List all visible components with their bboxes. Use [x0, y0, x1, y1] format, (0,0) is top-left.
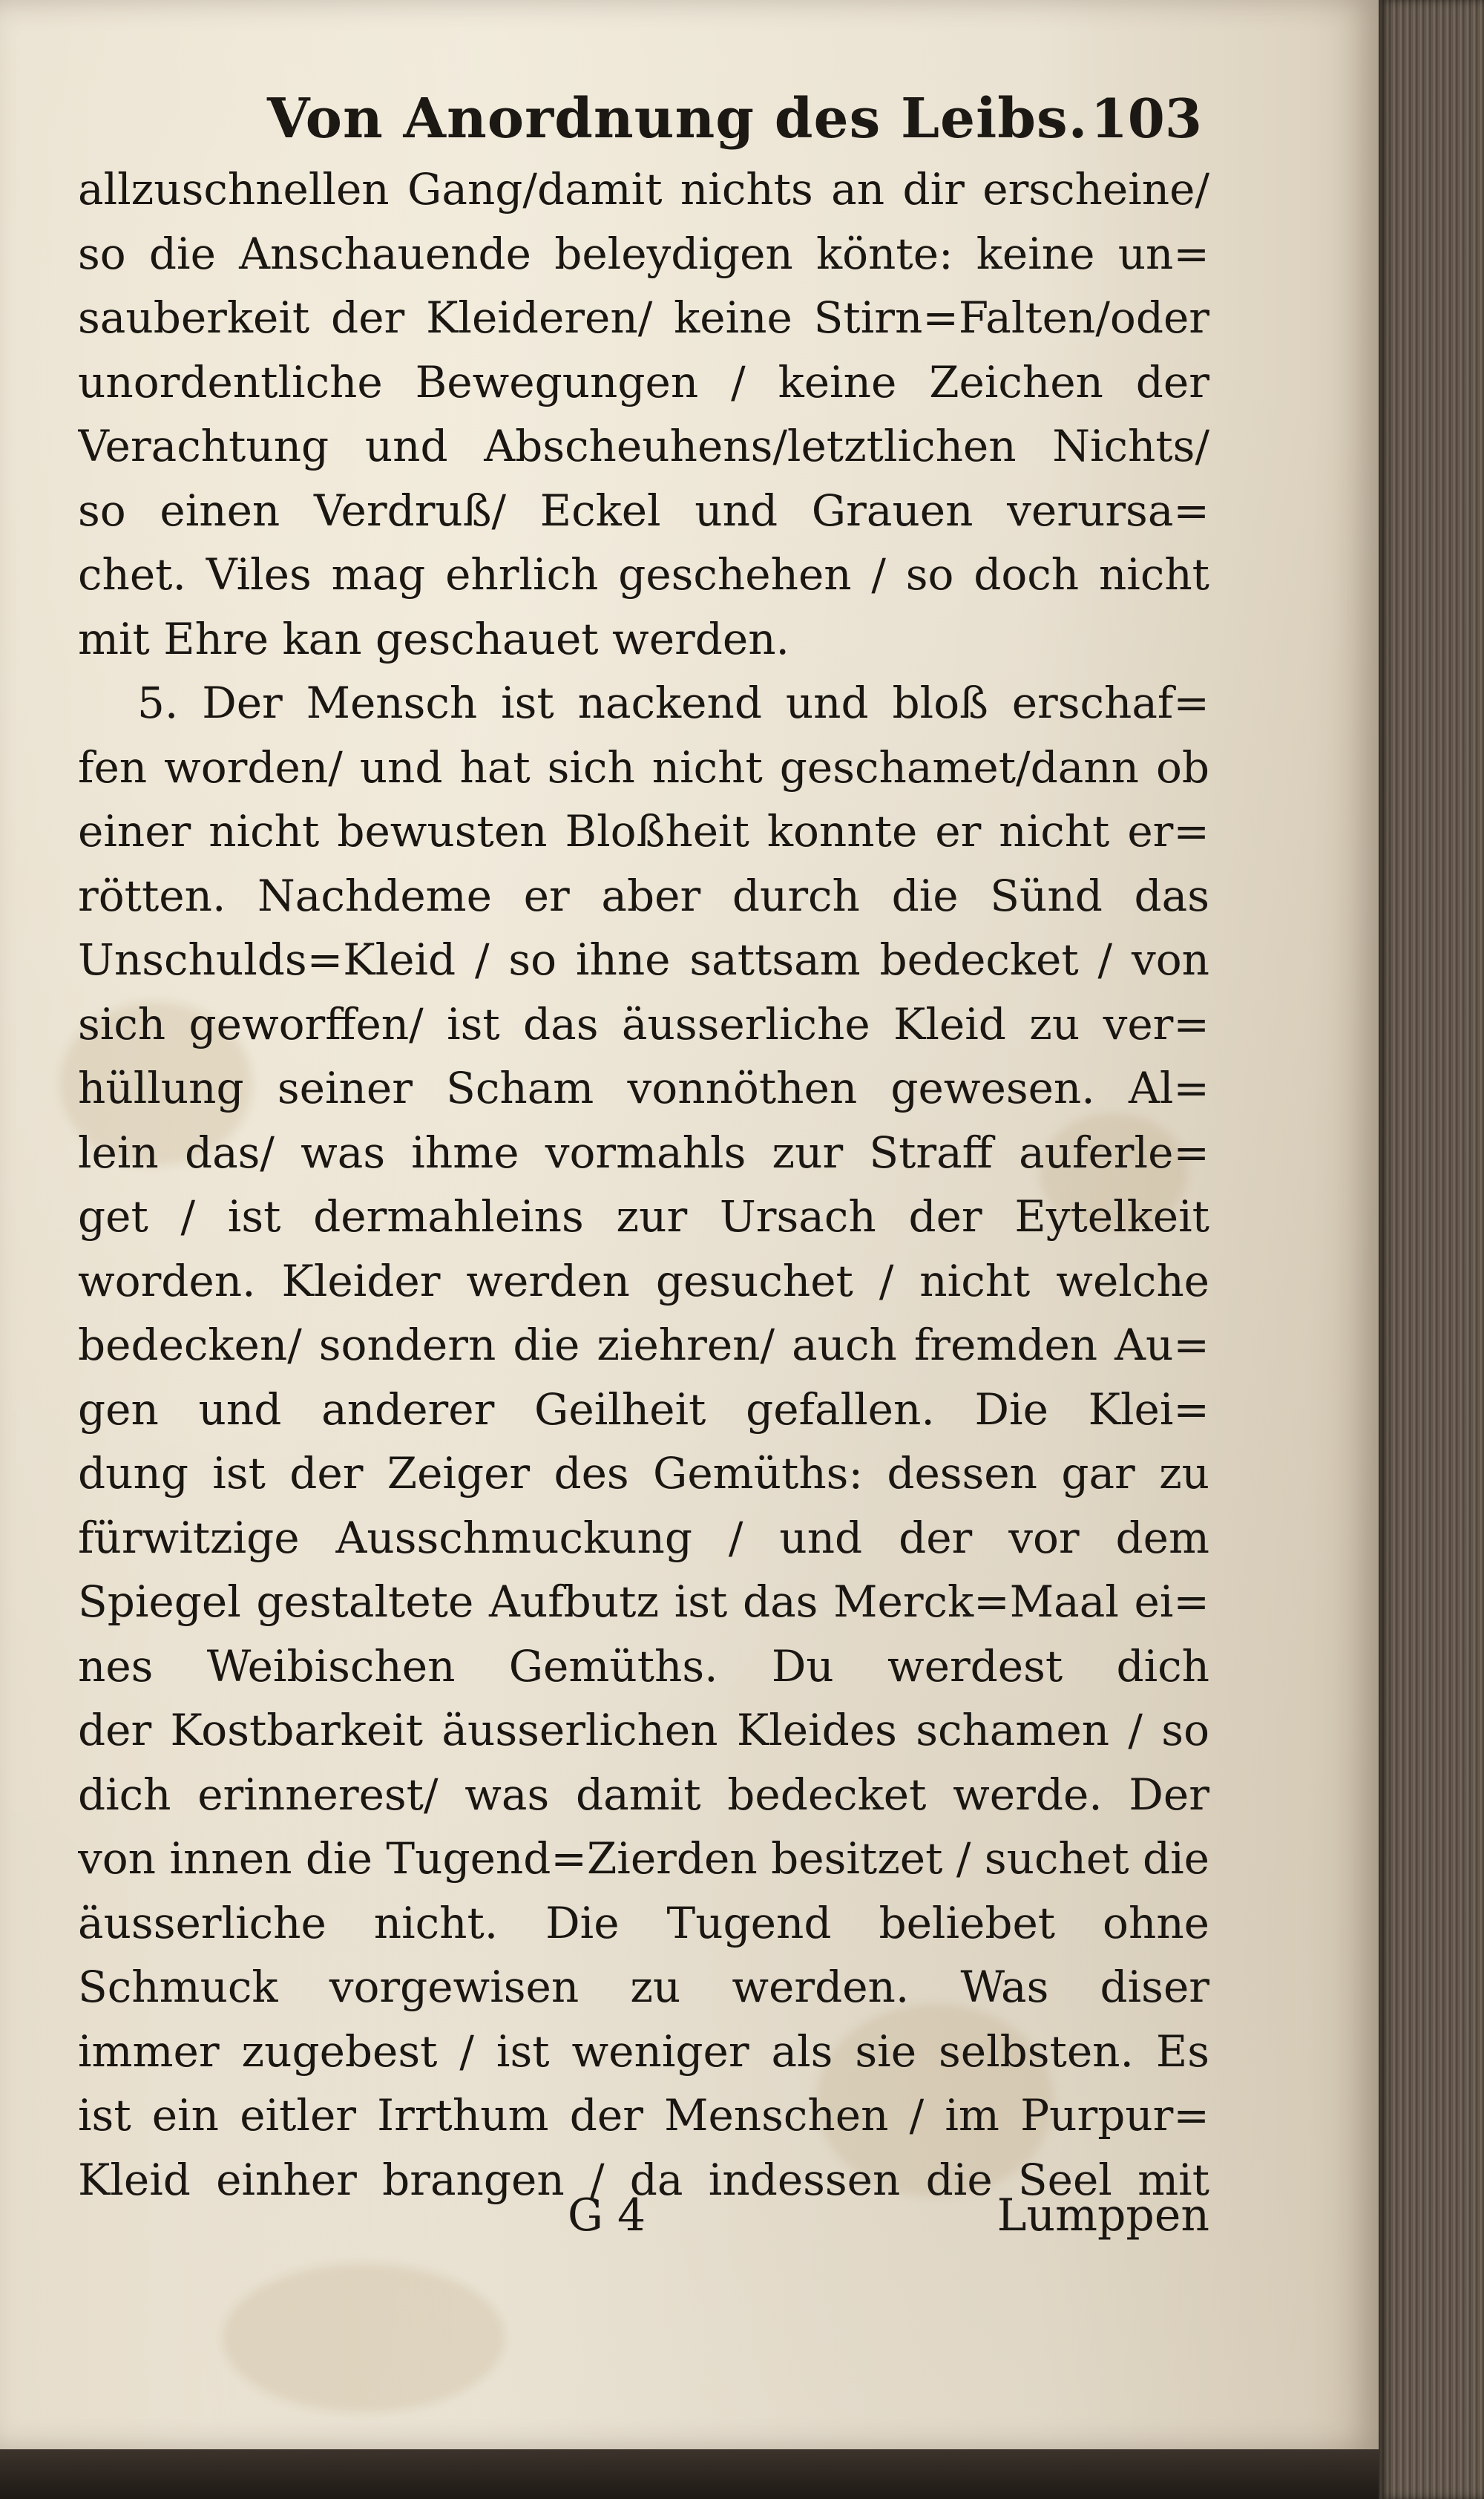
text-line: sich geworffen/ ist das äusserliche Kleid zu ver= — [78, 998, 1209, 1049]
text-line: fürwitzige Ausschmuckung / und der vor dem — [78, 1512, 1209, 1563]
text-line: Unschulds=Kleid / so ihne sattsam bedecket / von — [78, 934, 1209, 985]
text-line: chet. Viles mag ehrlich geschehen / so doch nicht — [78, 549, 1209, 600]
running-title: Von Anordnung des Leibs. — [267, 87, 1089, 151]
text-line: 5. Der Mensch ist nackend und bloß erschaf= — [137, 678, 1209, 728]
signature-mark: G 4 — [568, 2190, 646, 2241]
text-line: äusserliche nicht. Die Tugend beliebet ohne — [78, 1897, 1209, 1948]
text-line: Spiegel gestaltete Aufbutz ist das Merck=Maal ei= — [78, 1576, 1209, 1627]
page-header — [267, 82, 1202, 156]
text-line: lein das/ was ihme vormahls zur Straff auferle= — [78, 1127, 1209, 1178]
text-line: worden. Kleider werden gesuchet / nicht welche — [78, 1255, 1209, 1306]
text-line: so die Anschauende beleydigen könte: keine un= — [78, 228, 1209, 279]
text-line: bedecken/ sondern die ziehren/ auch fremden Au= — [78, 1320, 1209, 1370]
text-line: nes Weibischen Gemüths. Du werdest dich — [78, 1640, 1209, 1691]
text-line: so einen Verdruß/ Eckel und Grauen verursa= — [78, 485, 1209, 536]
text-line: unordentliche Bewegungen / keine Zeichen der — [78, 356, 1209, 407]
body-text — [78, 157, 1209, 2212]
text-line: gen und anderer Geilheit gefallen. Die Klei= — [78, 1383, 1209, 1435]
text-line: fen worden/ und hat sich nicht geschamet/dann ob — [78, 741, 1209, 793]
text-line: allzuschnellen Gang/damit nichts an dir erscheine/ — [78, 164, 1209, 214]
catchword: Lumppen — [997, 2190, 1209, 2241]
text-line: mit Ehre kan geschauet werden. — [78, 613, 789, 664]
text-line: einer nicht bewusten Bloßheit konnte er nicht er= — [78, 806, 1209, 857]
text-line: sauberkeit der Kleideren/ keine Stirn=Falten/oder — [78, 292, 1209, 343]
text-line: Verachtung und Abscheuhens/letztlichen Nichts/ — [78, 421, 1209, 471]
text-line: der Kostbarkeit äusserlichen Kleides schamen / so — [78, 1705, 1209, 1755]
page-number: 103 — [1090, 87, 1202, 150]
text-line: rötten. Nachdeme er aber durch die Sünd das — [78, 870, 1209, 921]
text-line: dich erinnerest/ was damit bedecket werde. Der — [78, 1769, 1209, 1820]
text-line: dung ist der Zeiger des Gemüths: dessen gar zu — [78, 1448, 1209, 1499]
page-footer — [78, 2182, 1209, 2249]
text-line: von innen die Tugend=Zierden besitzet / suchet die — [78, 1833, 1209, 1884]
text-line: hüllung seiner Scham vonnöthen gewesen. Al= — [78, 1063, 1209, 1113]
paper-stain — [223, 2264, 505, 2412]
text-line: get / ist dermahleins zur Ursach der Eytelkeit — [78, 1191, 1209, 1242]
text-line: ist ein eitler Irrthum der Menschen / im Purpur= — [78, 2090, 1209, 2141]
book-fore-edge — [1379, 0, 1484, 2499]
text-line: Schmuck vorgewisen zu werden. Was diser — [78, 1962, 1209, 2012]
book-bottom-edge — [0, 2449, 1379, 2499]
text-line: Kleid einher brangen / da indessen die Seel mit — [78, 2154, 1209, 2205]
text-line: immer zugebest / ist weniger als sie selbsten. Es — [78, 2025, 1209, 2077]
